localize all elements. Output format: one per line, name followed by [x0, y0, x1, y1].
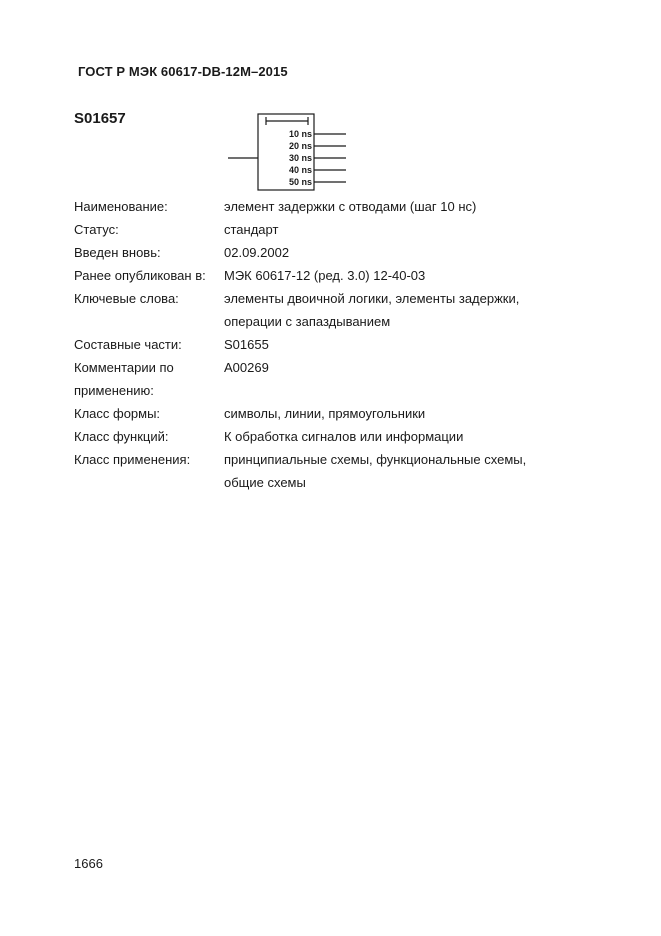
- field-value: МЭК 60617-12 (ред. 3.0) 12-40-03: [224, 268, 426, 283]
- field-value: К обработка сигналов или информации: [224, 429, 464, 444]
- field-value: символы, линии, прямоугольники: [224, 406, 426, 421]
- page-number: 1666: [74, 856, 103, 871]
- field-value: элементы двоичной логики, элементы задержки, операции с запаздыванием: [224, 291, 520, 329]
- symbol-code: S01657: [74, 110, 126, 127]
- delay-label-2: 20 ns: [288, 141, 312, 151]
- field-label: Статус:: [74, 222, 119, 237]
- field-name: [74, 195, 554, 218]
- delay-label-4: 40 ns: [288, 165, 312, 175]
- field-value: элемент задержки с отводами (шаг 10 нс): [224, 199, 477, 214]
- field-label: Класс функций:: [74, 429, 169, 444]
- field-value: S01655: [224, 337, 269, 352]
- field-shape-class: [74, 402, 554, 425]
- field-label: Составные части:: [74, 337, 182, 352]
- field-value: стандарт: [224, 222, 279, 237]
- document-header: ГОСТ Р МЭК 60617-DB-12M–2015: [78, 64, 288, 79]
- field-status: [74, 218, 554, 241]
- delay-label-5: 50 ns: [288, 177, 312, 187]
- field-label: Наименование:: [74, 199, 168, 214]
- field-introduced: [74, 241, 554, 264]
- field-label: Комментарии по применению:: [74, 360, 174, 398]
- delay-label-1: 10 ns: [288, 129, 312, 139]
- field-label: Ранее опубликован в:: [74, 268, 206, 283]
- field-previously-published: [74, 264, 554, 287]
- field-label: Введен вновь:: [74, 245, 161, 260]
- field-label: Класс формы:: [74, 406, 161, 421]
- field-components: [74, 333, 554, 356]
- field-keywords: [74, 287, 554, 333]
- field-function-class: [74, 425, 554, 448]
- field-value: A00269: [224, 360, 269, 375]
- field-value: 02.09.2002: [224, 245, 290, 260]
- field-label: Класс применения:: [74, 452, 191, 467]
- field-value: принципиальные схемы, функциональные схемы, общие схемы: [224, 452, 527, 490]
- delay-label-3: 30 ns: [288, 153, 312, 163]
- tapped-delay-symbol: [226, 112, 350, 192]
- field-application-class: [74, 448, 554, 494]
- symbol-attributes: [74, 195, 554, 494]
- field-application-notes: [74, 356, 554, 402]
- field-label: Ключевые слова:: [74, 291, 179, 306]
